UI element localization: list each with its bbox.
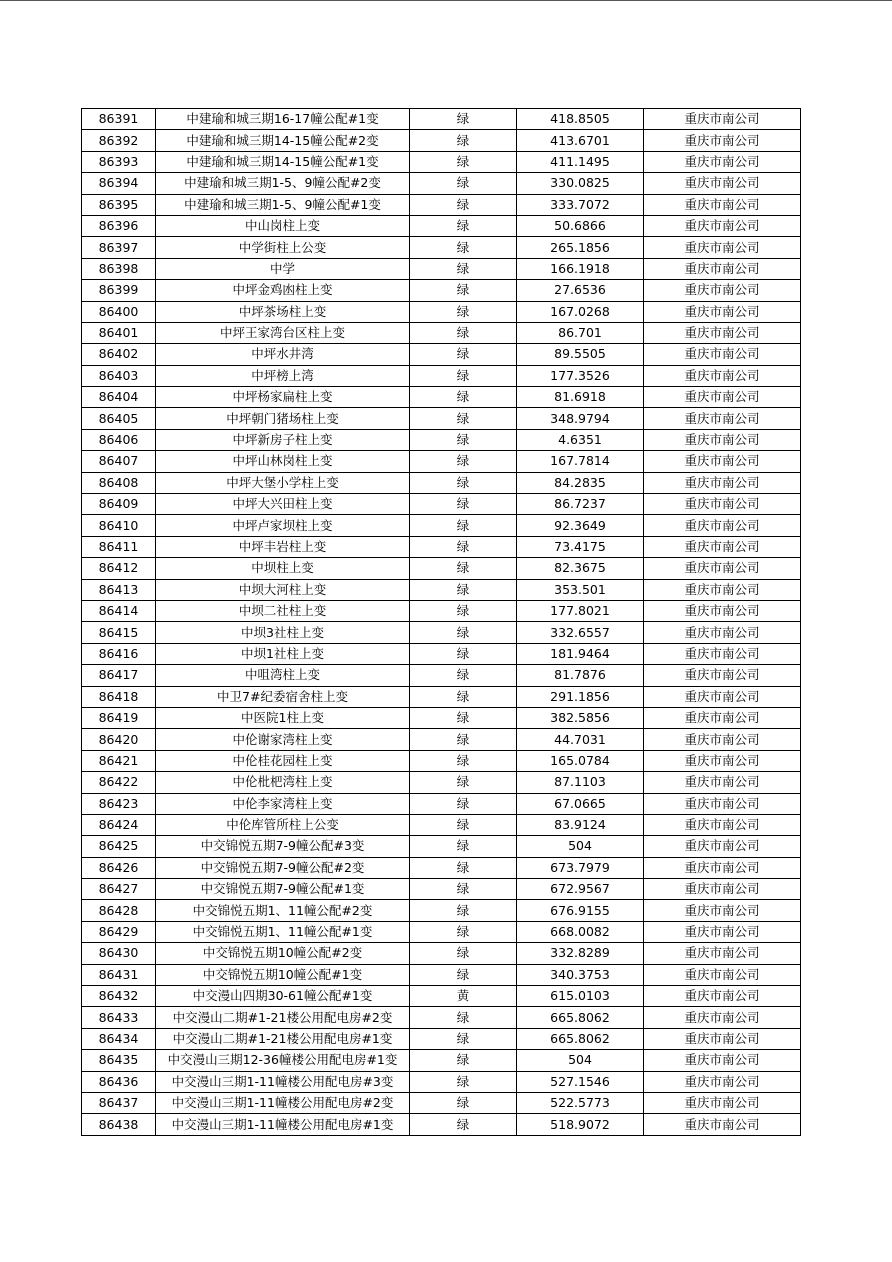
cell-id: 86436	[82, 1071, 156, 1092]
cell-value: 73.4175	[517, 536, 644, 557]
cell-value: 665.8062	[517, 1028, 644, 1049]
cell-status: 绿	[410, 686, 517, 707]
cell-id: 86402	[82, 344, 156, 365]
cell-id: 86409	[82, 494, 156, 515]
cell-status: 绿	[410, 194, 517, 215]
table-row	[82, 301, 801, 322]
cell-status: 绿	[410, 451, 517, 472]
cell-id: 86396	[82, 215, 156, 236]
cell-status: 绿	[410, 494, 517, 515]
cell-id: 86425	[82, 836, 156, 857]
cell-company: 重庆市南公司	[644, 772, 801, 793]
cell-id: 86405	[82, 408, 156, 429]
cell-id: 86394	[82, 173, 156, 194]
cell-name: 中卫7#纪委宿舍柱上变	[156, 686, 410, 707]
cell-status: 绿	[410, 921, 517, 942]
table-row	[82, 322, 801, 343]
cell-value: 67.0665	[517, 793, 644, 814]
cell-name: 中医院1柱上变	[156, 707, 410, 728]
table-row	[82, 387, 801, 408]
cell-status: 绿	[410, 322, 517, 343]
cell-company: 重庆市南公司	[644, 258, 801, 279]
cell-company: 重庆市南公司	[644, 344, 801, 365]
cell-value: 330.0825	[517, 173, 644, 194]
cell-status: 绿	[410, 109, 517, 130]
cell-value: 340.3753	[517, 964, 644, 985]
cell-name: 中坝二社柱上变	[156, 600, 410, 621]
cell-status: 绿	[410, 173, 517, 194]
cell-name: 中坪新房子柱上变	[156, 429, 410, 450]
cell-name: 中坪朝门猪场柱上变	[156, 408, 410, 429]
table-row	[82, 921, 801, 942]
cell-status: 绿	[410, 558, 517, 579]
cell-id: 86420	[82, 729, 156, 750]
cell-id: 86417	[82, 665, 156, 686]
cell-id: 86404	[82, 387, 156, 408]
cell-company: 重庆市南公司	[644, 130, 801, 151]
table-row	[82, 814, 801, 835]
cell-status: 绿	[410, 750, 517, 771]
cell-status: 绿	[410, 429, 517, 450]
cell-name: 中坪榜上湾	[156, 365, 410, 386]
table-row	[82, 1028, 801, 1049]
cell-id: 86398	[82, 258, 156, 279]
cell-value: 82.3675	[517, 558, 644, 579]
cell-company: 重庆市南公司	[644, 900, 801, 921]
cell-value: 413.6701	[517, 130, 644, 151]
cell-value: 504	[517, 1050, 644, 1071]
cell-name: 中坪金鸡凼柱上变	[156, 280, 410, 301]
cell-value: 86.7237	[517, 494, 644, 515]
cell-value: 411.1495	[517, 151, 644, 172]
table-row	[82, 109, 801, 130]
cell-company: 重庆市南公司	[644, 151, 801, 172]
cell-status: 绿	[410, 130, 517, 151]
cell-name: 中坪丰岩柱上变	[156, 536, 410, 557]
table-row	[82, 536, 801, 557]
cell-company: 重庆市南公司	[644, 879, 801, 900]
cell-status: 绿	[410, 536, 517, 557]
cell-id: 86432	[82, 986, 156, 1007]
cell-company: 重庆市南公司	[644, 429, 801, 450]
cell-id: 86392	[82, 130, 156, 151]
cell-status: 绿	[410, 258, 517, 279]
cell-company: 重庆市南公司	[644, 750, 801, 771]
cell-name: 中建瑜和城三期14-15幢公配#2变	[156, 130, 410, 151]
cell-name: 中交漫山四期30-61幢公配#1变	[156, 986, 410, 1007]
cell-name: 中伦枇杷湾柱上变	[156, 772, 410, 793]
cell-name: 中坪大堡小学柱上变	[156, 472, 410, 493]
cell-status: 绿	[410, 515, 517, 536]
cell-company: 重庆市南公司	[644, 215, 801, 236]
cell-value: 382.5856	[517, 707, 644, 728]
cell-name: 中交锦悦五期10幢公配#2变	[156, 943, 410, 964]
cell-id: 86427	[82, 879, 156, 900]
cell-company: 重庆市南公司	[644, 408, 801, 429]
cell-status: 绿	[410, 793, 517, 814]
table-row	[82, 793, 801, 814]
cell-id: 86438	[82, 1114, 156, 1135]
table-row	[82, 707, 801, 728]
cell-id: 86422	[82, 772, 156, 793]
cell-name: 中交漫山三期1-11幢楼公用配电房#2变	[156, 1092, 410, 1113]
cell-name: 中交漫山三期12-36幢楼公用配电房#1变	[156, 1050, 410, 1071]
cell-id: 86393	[82, 151, 156, 172]
cell-value: 418.8505	[517, 109, 644, 130]
cell-status: 绿	[410, 643, 517, 664]
cell-status: 绿	[410, 879, 517, 900]
cell-value: 504	[517, 836, 644, 857]
cell-name: 中坝3社柱上变	[156, 622, 410, 643]
cell-id: 86399	[82, 280, 156, 301]
cell-value: 522.5773	[517, 1092, 644, 1113]
cell-company: 重庆市南公司	[644, 943, 801, 964]
cell-company: 重庆市南公司	[644, 1092, 801, 1113]
cell-company: 重庆市南公司	[644, 1007, 801, 1028]
page-top-border	[0, 0, 892, 1]
cell-company: 重庆市南公司	[644, 686, 801, 707]
cell-value: 165.0784	[517, 750, 644, 771]
cell-value: 673.7979	[517, 857, 644, 878]
cell-company: 重庆市南公司	[644, 322, 801, 343]
table-row	[82, 365, 801, 386]
cell-value: 81.7876	[517, 665, 644, 686]
cell-status: 绿	[410, 772, 517, 793]
cell-status: 绿	[410, 387, 517, 408]
cell-id: 86412	[82, 558, 156, 579]
cell-name: 中建瑜和城三期1-5、9幢公配#2变	[156, 173, 410, 194]
table-row	[82, 344, 801, 365]
cell-status: 绿	[410, 1071, 517, 1092]
cell-value: 86.701	[517, 322, 644, 343]
cell-company: 重庆市南公司	[644, 1071, 801, 1092]
cell-value: 44.7031	[517, 729, 644, 750]
cell-id: 86395	[82, 194, 156, 215]
data-table	[81, 108, 801, 1136]
cell-status: 绿	[410, 857, 517, 878]
cell-status: 绿	[410, 1050, 517, 1071]
table-row	[82, 665, 801, 686]
cell-value: 265.1856	[517, 237, 644, 258]
cell-name: 中交漫山三期1-11幢楼公用配电房#3变	[156, 1071, 410, 1092]
cell-id: 86429	[82, 921, 156, 942]
cell-name: 中山岗柱上变	[156, 215, 410, 236]
table-row	[82, 686, 801, 707]
cell-status: 绿	[410, 1092, 517, 1113]
cell-id: 86406	[82, 429, 156, 450]
cell-value: 81.6918	[517, 387, 644, 408]
cell-company: 重庆市南公司	[644, 665, 801, 686]
cell-id: 86430	[82, 943, 156, 964]
cell-name: 中交锦悦五期1、11幢公配#2变	[156, 900, 410, 921]
table-row	[82, 772, 801, 793]
cell-status: 绿	[410, 729, 517, 750]
table-row	[82, 558, 801, 579]
cell-status: 绿	[410, 579, 517, 600]
cell-status: 绿	[410, 301, 517, 322]
table-row	[82, 408, 801, 429]
cell-company: 重庆市南公司	[644, 1050, 801, 1071]
cell-company: 重庆市南公司	[644, 365, 801, 386]
table-row	[82, 194, 801, 215]
cell-id: 86418	[82, 686, 156, 707]
table-row	[82, 1007, 801, 1028]
table-row	[82, 986, 801, 1007]
cell-value: 332.6557	[517, 622, 644, 643]
cell-id: 86400	[82, 301, 156, 322]
table-row	[82, 173, 801, 194]
table-row	[82, 258, 801, 279]
cell-name: 中坪王家湾台区柱上变	[156, 322, 410, 343]
cell-company: 重庆市南公司	[644, 836, 801, 857]
cell-id: 86415	[82, 622, 156, 643]
table-row	[82, 451, 801, 472]
table-row	[82, 857, 801, 878]
table-row	[82, 729, 801, 750]
table-row	[82, 215, 801, 236]
cell-status: 绿	[410, 964, 517, 985]
table-row	[82, 879, 801, 900]
table-row	[82, 1092, 801, 1113]
cell-name: 中建瑜和城三期1-5、9幢公配#1变	[156, 194, 410, 215]
table-row	[82, 900, 801, 921]
table-row	[82, 494, 801, 515]
cell-name: 中交锦悦五期7-9幢公配#1变	[156, 879, 410, 900]
cell-value: 89.5505	[517, 344, 644, 365]
cell-company: 重庆市南公司	[644, 494, 801, 515]
cell-company: 重庆市南公司	[644, 814, 801, 835]
cell-name: 中坝柱上变	[156, 558, 410, 579]
cell-name: 中坪杨家扁柱上变	[156, 387, 410, 408]
table-row	[82, 429, 801, 450]
cell-value: 27.6536	[517, 280, 644, 301]
table-row	[82, 643, 801, 664]
cell-company: 重庆市南公司	[644, 515, 801, 536]
cell-company: 重庆市南公司	[644, 986, 801, 1007]
table-row	[82, 280, 801, 301]
cell-value: 50.6866	[517, 215, 644, 236]
cell-id: 86407	[82, 451, 156, 472]
cell-company: 重庆市南公司	[644, 857, 801, 878]
cell-company: 重庆市南公司	[644, 579, 801, 600]
table-row	[82, 1114, 801, 1135]
cell-status: 绿	[410, 622, 517, 643]
cell-id: 86437	[82, 1092, 156, 1113]
cell-status: 绿	[410, 237, 517, 258]
cell-status: 绿	[410, 707, 517, 728]
cell-status: 绿	[410, 665, 517, 686]
cell-company: 重庆市南公司	[644, 237, 801, 258]
cell-value: 181.9464	[517, 643, 644, 664]
cell-company: 重庆市南公司	[644, 1114, 801, 1135]
cell-id: 86431	[82, 964, 156, 985]
cell-company: 重庆市南公司	[644, 451, 801, 472]
cell-name: 中伦谢家湾柱上变	[156, 729, 410, 750]
cell-value: 177.3526	[517, 365, 644, 386]
cell-id: 86410	[82, 515, 156, 536]
cell-company: 重庆市南公司	[644, 280, 801, 301]
cell-company: 重庆市南公司	[644, 109, 801, 130]
cell-name: 中交锦悦五期7-9幢公配#2变	[156, 857, 410, 878]
cell-value: 166.1918	[517, 258, 644, 279]
cell-company: 重庆市南公司	[644, 194, 801, 215]
cell-value: 167.0268	[517, 301, 644, 322]
cell-id: 86428	[82, 900, 156, 921]
cell-company: 重庆市南公司	[644, 707, 801, 728]
cell-company: 重庆市南公司	[644, 793, 801, 814]
cell-value: 92.3649	[517, 515, 644, 536]
cell-name: 中交锦悦五期7-9幢公配#3变	[156, 836, 410, 857]
cell-name: 中交漫山二期#1-21楼公用配电房#1变	[156, 1028, 410, 1049]
table-row	[82, 836, 801, 857]
cell-id: 86411	[82, 536, 156, 557]
table-row	[82, 579, 801, 600]
cell-value: 167.7814	[517, 451, 644, 472]
cell-company: 重庆市南公司	[644, 301, 801, 322]
cell-name: 中交锦悦五期10幢公配#1变	[156, 964, 410, 985]
cell-status: 绿	[410, 943, 517, 964]
cell-status: 黄	[410, 986, 517, 1007]
cell-id: 86433	[82, 1007, 156, 1028]
cell-name: 中伦李家湾柱上变	[156, 793, 410, 814]
cell-status: 绿	[410, 1028, 517, 1049]
cell-id: 86408	[82, 472, 156, 493]
cell-id: 86414	[82, 600, 156, 621]
table-row	[82, 237, 801, 258]
cell-company: 重庆市南公司	[644, 729, 801, 750]
cell-name: 中建瑜和城三期14-15幢公配#1变	[156, 151, 410, 172]
cell-name: 中伦库管所柱上公变	[156, 814, 410, 835]
cell-name: 中建瑜和城三期16-17幢公配#1变	[156, 109, 410, 130]
cell-status: 绿	[410, 1114, 517, 1135]
cell-id: 86391	[82, 109, 156, 130]
cell-name: 中坪卢家坝柱上变	[156, 515, 410, 536]
cell-status: 绿	[410, 280, 517, 301]
cell-id: 86403	[82, 365, 156, 386]
cell-company: 重庆市南公司	[644, 964, 801, 985]
cell-value: 348.9794	[517, 408, 644, 429]
cell-id: 86419	[82, 707, 156, 728]
cell-id: 86424	[82, 814, 156, 835]
cell-id: 86421	[82, 750, 156, 771]
cell-id: 86423	[82, 793, 156, 814]
cell-company: 重庆市南公司	[644, 643, 801, 664]
cell-name: 中交漫山二期#1-21楼公用配电房#2变	[156, 1007, 410, 1028]
cell-id: 86397	[82, 237, 156, 258]
cell-value: 676.9155	[517, 900, 644, 921]
table-row	[82, 515, 801, 536]
cell-id: 86426	[82, 857, 156, 878]
cell-value: 518.9072	[517, 1114, 644, 1135]
cell-company: 重庆市南公司	[644, 622, 801, 643]
cell-name: 中坝1社柱上变	[156, 643, 410, 664]
cell-status: 绿	[410, 1007, 517, 1028]
cell-value: 615.0103	[517, 986, 644, 1007]
cell-value: 291.1856	[517, 686, 644, 707]
table-row	[82, 750, 801, 771]
cell-company: 重庆市南公司	[644, 921, 801, 942]
cell-name: 中学街柱上公变	[156, 237, 410, 258]
cell-id: 86413	[82, 579, 156, 600]
cell-status: 绿	[410, 814, 517, 835]
cell-value: 353.501	[517, 579, 644, 600]
cell-value: 672.9567	[517, 879, 644, 900]
cell-company: 重庆市南公司	[644, 536, 801, 557]
cell-name: 中学	[156, 258, 410, 279]
cell-name: 中交锦悦五期1、11幢公配#1变	[156, 921, 410, 942]
cell-name: 中坝大河柱上变	[156, 579, 410, 600]
table-row	[82, 472, 801, 493]
cell-value: 84.2835	[517, 472, 644, 493]
cell-id: 86435	[82, 1050, 156, 1071]
table-row	[82, 622, 801, 643]
cell-company: 重庆市南公司	[644, 1028, 801, 1049]
cell-name: 中坪茶场柱上变	[156, 301, 410, 322]
table-row	[82, 1071, 801, 1092]
cell-status: 绿	[410, 836, 517, 857]
cell-value: 177.8021	[517, 600, 644, 621]
cell-company: 重庆市南公司	[644, 600, 801, 621]
cell-value: 4.6351	[517, 429, 644, 450]
cell-name: 中交漫山三期1-11幢楼公用配电房#1变	[156, 1114, 410, 1135]
cell-name: 中咀湾柱上变	[156, 665, 410, 686]
cell-id: 86401	[82, 322, 156, 343]
cell-company: 重庆市南公司	[644, 387, 801, 408]
cell-name: 中坪水井湾	[156, 344, 410, 365]
cell-value: 333.7072	[517, 194, 644, 215]
cell-status: 绿	[410, 344, 517, 365]
cell-value: 527.1546	[517, 1071, 644, 1092]
cell-value: 668.0082	[517, 921, 644, 942]
cell-status: 绿	[410, 900, 517, 921]
cell-status: 绿	[410, 600, 517, 621]
cell-id: 86434	[82, 1028, 156, 1049]
table-row	[82, 1050, 801, 1071]
table-row	[82, 943, 801, 964]
table-body	[82, 109, 801, 1136]
cell-status: 绿	[410, 215, 517, 236]
cell-company: 重庆市南公司	[644, 558, 801, 579]
cell-id: 86416	[82, 643, 156, 664]
table-row	[82, 151, 801, 172]
cell-name: 中伦桂花园柱上变	[156, 750, 410, 771]
cell-name: 中坪大兴田柱上变	[156, 494, 410, 515]
table-row	[82, 964, 801, 985]
cell-value: 665.8062	[517, 1007, 644, 1028]
table-row	[82, 130, 801, 151]
cell-name: 中坪山林岗柱上变	[156, 451, 410, 472]
cell-status: 绿	[410, 365, 517, 386]
cell-status: 绿	[410, 151, 517, 172]
cell-value: 87.1103	[517, 772, 644, 793]
table-row	[82, 600, 801, 621]
cell-value: 332.8289	[517, 943, 644, 964]
cell-company: 重庆市南公司	[644, 472, 801, 493]
cell-status: 绿	[410, 408, 517, 429]
cell-company: 重庆市南公司	[644, 173, 801, 194]
cell-value: 83.9124	[517, 814, 644, 835]
cell-status: 绿	[410, 472, 517, 493]
